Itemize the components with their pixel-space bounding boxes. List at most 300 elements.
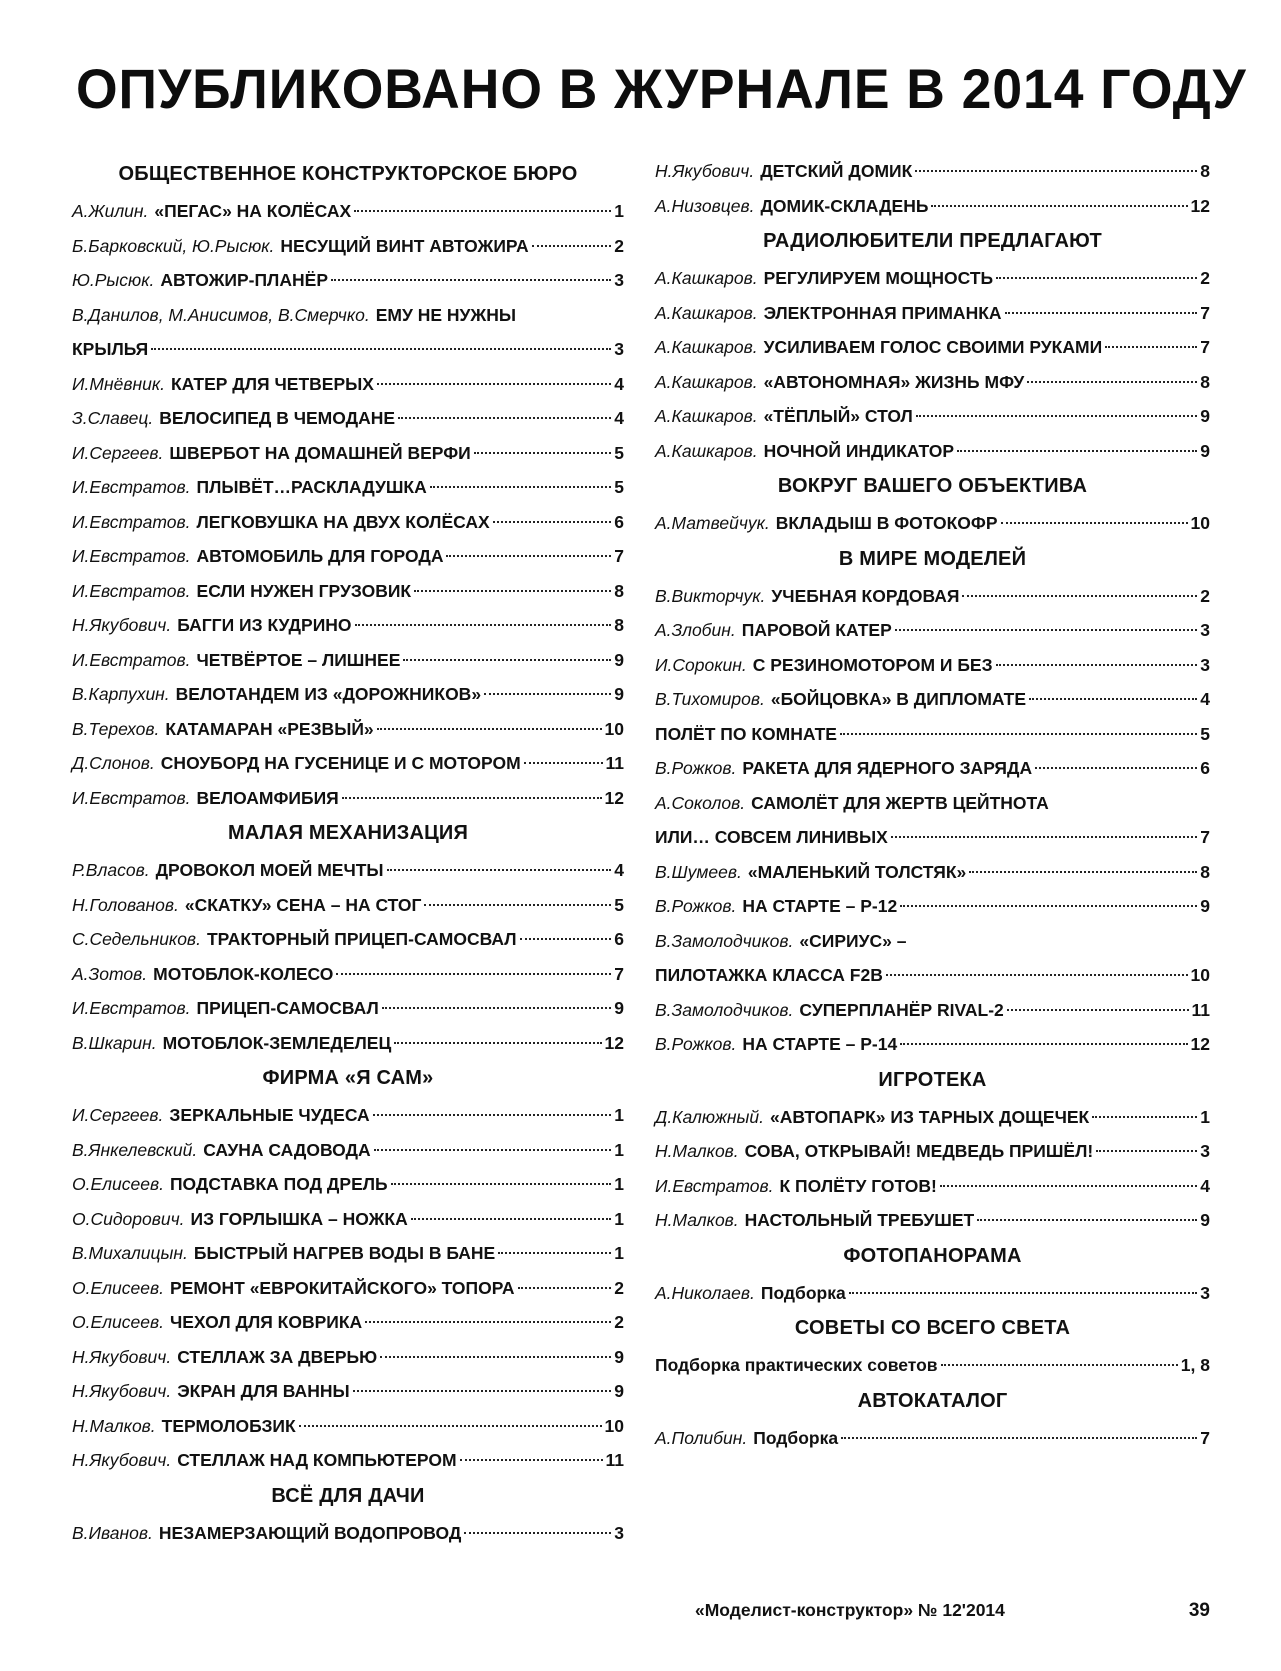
entry-title: РЕМОНТ «ЕВРОКИТАЙСКОГО» ТОПОРА (169, 1277, 515, 1298)
toc-entry (655, 434, 1210, 469)
entry-author: В.Замолодчиков. (655, 930, 794, 951)
entry-page: 1 (1200, 1106, 1210, 1127)
entry-title: КАТЕР ДЛЯ ЧЕТВЕРЫХ (170, 373, 374, 394)
toc-entry (655, 958, 1210, 993)
entry-page: 1 (614, 1105, 624, 1125)
section-heading: ВОКРУГ ВАШЕГО ОБЪЕКТИВА (777, 475, 1088, 497)
entry-title: АВТОЖИР-ПЛАНЁР (160, 270, 328, 290)
toc-entry (655, 855, 1210, 890)
toc-entry (655, 1100, 1210, 1135)
entry-page: 9 (614, 1381, 624, 1401)
dot-leader (1105, 346, 1197, 348)
dot-leader (299, 1425, 602, 1427)
dot-leader (900, 1043, 1187, 1045)
entry-title: ЭКРАН ДЛЯ ВАННЫ (177, 1381, 350, 1401)
entry-title: НА СТАРТЕ – Р-12 (742, 896, 898, 916)
entry-author: И.Мнёвник. (72, 373, 165, 394)
entry-title: СТЕЛЛАЖ ЗА ДВЕРЬЮ (177, 1346, 378, 1367)
entry-title: ВЕЛОТАНДЕМ ИЗ «ДОРОЖНИКОВ» (175, 684, 482, 704)
dot-leader (900, 905, 1197, 907)
toc-entry (72, 922, 624, 957)
entry-page: 9 (1200, 1210, 1210, 1230)
entry-title: БЫСТРЫЙ НАГРЕВ ВОДЫ В БАНЕ (193, 1243, 496, 1263)
entry-author: В.Шкарин. (72, 1032, 157, 1053)
toc-entry (655, 1027, 1210, 1062)
entry-title: ТЕРМОЛОБЗИК (161, 1415, 296, 1436)
entry-title: ЧЕХОЛ ДЛЯ КОВРИКА (169, 1312, 363, 1332)
dot-leader (353, 1390, 612, 1392)
entry-page: 5 (1200, 723, 1210, 744)
dot-leader (382, 1007, 611, 1009)
entry-page: 7 (1200, 1427, 1210, 1448)
entry-title: РЕГУЛИРУЕМ МОЩНОСТЬ (763, 268, 994, 288)
section-heading: ИГРОТЕКА (878, 1068, 987, 1091)
dot-leader (151, 348, 611, 350)
entry-title: ДЕТСКИЙ ДОМИК (760, 161, 913, 181)
dot-leader (430, 486, 612, 488)
entry-page: 7 (614, 963, 624, 984)
toc-entry (72, 991, 624, 1026)
entry-page: 1 (614, 201, 624, 221)
toc-entry (72, 229, 624, 264)
dot-leader (532, 245, 612, 247)
entry-page: 11 (605, 753, 624, 773)
dot-leader (518, 1287, 612, 1289)
toc-entry (655, 924, 1210, 959)
dot-leader (1001, 522, 1188, 524)
dot-leader (1005, 312, 1198, 314)
entry-page: 9 (614, 649, 624, 670)
dot-leader (446, 555, 611, 557)
dot-leader (996, 277, 1197, 279)
entry-page: 10 (604, 718, 624, 739)
entry-title: ШВЕРБОТ НА ДОМАШНЕЙ ВЕРФИ (169, 442, 471, 463)
entry-page: 10 (604, 1415, 624, 1436)
toc-entry (72, 957, 624, 992)
entry-page: 4 (614, 408, 624, 428)
entry-page: 5 (614, 442, 624, 463)
entry-page: 11 (605, 1450, 624, 1470)
toc-entry (72, 505, 624, 540)
entry-author: Н.Якубович. (72, 1346, 172, 1367)
entry-title: «ПЕГАС» НА КОЛЁСАХ (154, 201, 352, 221)
entry-author: А.Соколов. (655, 792, 746, 813)
dot-leader (380, 1356, 611, 1358)
entry-author: Б.Барковский, Ю.Рысюк. (72, 235, 275, 256)
entry-page: 3 (1200, 654, 1210, 675)
entry-author: И.Евстратов. (655, 1175, 774, 1196)
toc-entry (72, 1098, 624, 1133)
entry-title: САУНА САДОВОДА (203, 1139, 371, 1160)
entry-title: «АВТОПАРК» ИЗ ТАРНЫХ ДОЩЕЧЕК (770, 1106, 1090, 1127)
entry-author: А.Кашкаров. (655, 440, 758, 461)
toc-entry (72, 1409, 624, 1444)
entry-title: ВЕЛОАМФИБИЯ (196, 787, 339, 808)
toc-entry (72, 367, 624, 402)
dot-leader (895, 629, 1198, 631)
entry-title: ПОДСТАВКА ПОД ДРЕЛЬ (169, 1174, 388, 1194)
entry-page: 12 (1190, 195, 1210, 216)
toc-entry (655, 993, 1210, 1028)
dot-leader (354, 210, 611, 212)
dot-leader (394, 1042, 601, 1044)
dot-leader (1007, 1009, 1189, 1011)
entry-title: Подборка практических советов (655, 1355, 938, 1375)
dot-leader (391, 1183, 612, 1185)
dot-leader (474, 452, 612, 454)
toc-entry (655, 682, 1210, 717)
toc-entry (655, 261, 1210, 296)
entry-author: О.Сидорович. (72, 1208, 185, 1229)
magazine-issue: «Моделист-конструктор» № 12'2014 (695, 1600, 1005, 1620)
entry-author: Н.Голованов. (72, 894, 179, 915)
section-heading: СОВЕТЫ СО ВСЕГО СВЕТА (794, 1317, 1071, 1339)
dot-leader (957, 450, 1197, 452)
dot-leader (891, 836, 1197, 838)
entry-page: 9 (1200, 896, 1210, 916)
entry-author: И.Сергеев. (72, 1105, 164, 1125)
section-heading: МАЛАЯ МЕХАНИЗАЦИЯ (227, 822, 469, 844)
entry-page: 7 (614, 546, 624, 566)
entry-author: В.Рожков. (655, 1034, 737, 1054)
entry-author: В.Данилов, М.Анисимов, В.Смерчко. (72, 304, 370, 325)
dot-leader (398, 417, 611, 419)
entry-page: 1 (614, 1208, 624, 1229)
toc-entry (72, 298, 624, 333)
entry-page: 3 (614, 1522, 624, 1543)
entry-author: В.Терехов. (72, 718, 160, 739)
toc-entry (655, 1169, 1210, 1204)
toc-entry (655, 399, 1210, 434)
entry-page: 6 (614, 511, 624, 532)
section-heading: ВСЁ ДЛЯ ДАЧИ (271, 1484, 425, 1507)
toc-entry (655, 506, 1210, 541)
dot-leader (940, 1185, 1197, 1187)
entry-page: 12 (604, 787, 624, 808)
entry-title: ПОЛЁТ ПО КОМНАТЕ (655, 723, 837, 744)
entry-page: 4 (614, 860, 624, 880)
dot-leader (387, 869, 612, 871)
entry-title: К ПОЛЁТУ ГОТОВ! (779, 1175, 937, 1196)
toc-entry (655, 889, 1210, 924)
entry-author: И.Евстратов. (72, 511, 191, 532)
entry-page: 5 (614, 894, 624, 915)
entry-page: 12 (1190, 1034, 1210, 1054)
entry-page: 2 (1200, 585, 1210, 606)
entry-author: Д.Слонов. (72, 753, 155, 773)
entry-title: СОВА, ОТКРЫВАЙ! МЕДВЕДЬ ПРИШЁЛ! (744, 1141, 1094, 1161)
entry-author: Н.Якубович. (72, 1450, 172, 1470)
entry-author: Д.Калюжный. (655, 1106, 765, 1127)
entry-title: АВТОМОБИЛЬ ДЛЯ ГОРОДА (196, 546, 444, 566)
entry-title: ЧЕТВЁРТОЕ – ЛИШНЕЕ (196, 649, 401, 670)
entry-title: НА СТАРТЕ – Р-14 (742, 1034, 898, 1054)
toc-entry (72, 1202, 624, 1237)
entry-title: ЕМУ НЕ НУЖНЫ (375, 304, 517, 325)
entry-title: ДРОВОКОЛ МОЕЙ МЕЧТЫ (155, 860, 384, 880)
entry-title: ВЕЛОСИПЕД В ЧЕМОДАНЕ (159, 408, 396, 428)
toc-entry (72, 1236, 624, 1271)
entry-page: 2 (614, 1277, 624, 1298)
dot-leader (1027, 381, 1197, 383)
section-heading: РАДИОЛЮБИТЕЛИ ПРЕДЛАГАЮТ (763, 230, 1102, 252)
entry-title: КРЫЛЬЯ (72, 339, 149, 359)
entry-title: УСИЛИВАЕМ ГОЛОС СВОИМИ РУКАМИ (763, 337, 1103, 357)
dot-leader (996, 664, 1198, 666)
dot-leader (941, 1364, 1178, 1366)
entry-page: 1 (614, 1139, 624, 1160)
dot-leader (1029, 698, 1197, 700)
entry-page: 6 (614, 929, 624, 949)
entry-title: МОТОБЛОК-КОЛЕСО (153, 963, 334, 984)
entry-page: 6 (1200, 758, 1210, 778)
entry-author: Ю.Рысюк. (72, 270, 155, 290)
entry-author: О.Елисеев. (72, 1174, 164, 1194)
entry-author: Р.Власов. (72, 860, 150, 880)
dot-leader (498, 1252, 611, 1254)
toc-entry (72, 1026, 624, 1061)
entry-author: В.Янкелевский. (72, 1139, 198, 1160)
entry-title: ПЛЫВЁТ…РАСКЛАДУШКА (196, 477, 427, 497)
entry-author: О.Елисеев. (72, 1312, 164, 1332)
dot-leader (520, 938, 612, 940)
entry-page: 2 (614, 1312, 624, 1332)
entry-title: КАТАМАРАН «РЕЗВЫЙ» (165, 718, 374, 739)
entry-page: 10 (1190, 513, 1210, 533)
entry-author: И.Сорокин. (655, 654, 747, 675)
entry-author: Н.Якубович. (72, 1381, 172, 1401)
entry-page: 3 (1200, 1141, 1210, 1161)
toc-entry (655, 717, 1210, 752)
entry-title: С РЕЗИНОМОТОРОМ И БЕЗ (752, 654, 993, 675)
entry-author: О.Елисеев. (72, 1277, 164, 1298)
dot-leader (962, 595, 1197, 597)
entry-author: И.Евстратов. (72, 998, 191, 1018)
dot-leader (916, 415, 1197, 417)
toc-entry (72, 643, 624, 678)
entry-page: 8 (614, 615, 624, 635)
toc-entry (72, 1340, 624, 1375)
dot-leader (464, 1532, 611, 1534)
dot-leader (424, 904, 611, 906)
entry-page: 7 (1200, 302, 1210, 323)
entry-title: СТЕЛЛАЖ НАД КОМПЬЮТЕРОМ (177, 1450, 457, 1470)
entry-page: 12 (604, 1032, 624, 1053)
entry-title: ПАРОВОЙ КАТЕР (741, 620, 892, 640)
dot-leader (969, 871, 1197, 873)
entry-author: В.Рожков. (655, 896, 737, 916)
entry-author: А.Кашкаров. (655, 337, 758, 357)
entry-page: 9 (614, 998, 624, 1018)
toc-entry (72, 1374, 624, 1409)
entry-author: И.Евстратов. (72, 546, 191, 566)
section-heading: В МИРЕ МОДЕЛЕЙ (838, 547, 1027, 570)
entry-author: В.Викторчук. (655, 585, 766, 606)
entry-page: 7 (1200, 337, 1210, 357)
entry-author: В.Карпухин. (72, 684, 170, 704)
toc-entry (72, 539, 624, 574)
entry-author: А.Полибин. (655, 1427, 748, 1448)
entry-title: ИЛИ… СОВСЕМ ЛИНИВЫХ (655, 827, 888, 847)
page-number: 39 (1188, 1600, 1210, 1621)
section-heading: ФИРМА «Я САМ» (262, 1067, 434, 1089)
toc-entry (72, 1271, 624, 1306)
toc-entry (655, 786, 1210, 821)
entry-author: И.Евстратов. (72, 787, 191, 808)
dot-leader (331, 279, 611, 281)
entry-page: 9 (614, 1346, 624, 1367)
entry-title: ВКЛАДЫШ В ФОТОКОФР (775, 513, 998, 533)
entry-author: Н.Малков. (655, 1141, 739, 1161)
dot-leader (524, 762, 603, 764)
entry-title: «БОЙЦОВКА» В ДИПЛОМАТЕ (770, 689, 1027, 709)
toc-entry (655, 1203, 1210, 1238)
toc-entry (72, 1443, 624, 1478)
entry-author: А.Николаев. (655, 1282, 755, 1303)
entry-author: А.Кашкаров. (655, 302, 758, 323)
entry-page: 8 (1200, 371, 1210, 392)
dot-leader (411, 1218, 612, 1220)
entry-author: А.Жилин. (72, 201, 149, 221)
entry-title: ЗЕРКАЛЬНЫЕ ЧУДЕСА (169, 1105, 370, 1125)
dot-leader (977, 1219, 1197, 1221)
toc-entry (72, 888, 624, 923)
toc-entry (72, 574, 624, 609)
entry-author: Н.Якубович. (655, 161, 755, 181)
toc-entry (72, 401, 624, 436)
entry-page: 1 (614, 1174, 624, 1194)
toc-entry (72, 746, 624, 781)
dot-leader (849, 1292, 1198, 1294)
left-column (72, 156, 624, 1550)
toc-entry (655, 330, 1210, 365)
toc-entry (655, 751, 1210, 786)
toc-entry (72, 470, 624, 505)
entry-author: В.Тихомиров. (655, 689, 765, 709)
entry-author: З.Славец. (72, 408, 154, 428)
entry-title: «ТЁПЛЫЙ» СТОЛ (763, 406, 913, 426)
entry-page: 4 (1200, 1175, 1210, 1196)
dot-leader (374, 1149, 612, 1151)
dot-leader (886, 974, 1188, 976)
entry-title: Подборка (760, 1282, 846, 1303)
entry-title: НЕЗАМЕРЗАЮЩИЙ ВОДОПРОВОД (158, 1522, 462, 1543)
section-heading: АВТОКАТАЛОГ (857, 1389, 1008, 1412)
toc-entry (72, 781, 624, 816)
dot-leader (355, 624, 612, 626)
dot-leader (484, 693, 611, 695)
entry-page: 7 (1200, 827, 1210, 847)
entry-title: «СИРИУС» – (799, 930, 907, 951)
toc-entry (655, 1276, 1210, 1311)
entry-page: 1, 8 (1180, 1355, 1210, 1375)
entry-title: Подборка (753, 1427, 839, 1448)
entry-author: В.Замолодчиков. (655, 999, 794, 1020)
toc-entry (72, 1305, 624, 1340)
toc-entry (655, 1421, 1210, 1456)
entry-title: САМОЛЁТ ДЛЯ ЖЕРТВ ЦЕЙТНОТА (751, 792, 1049, 813)
entry-page: 8 (1200, 161, 1210, 181)
entry-page: 11 (1191, 999, 1210, 1020)
entry-page: 8 (1200, 861, 1210, 882)
entry-page: 2 (1200, 268, 1210, 288)
dot-leader (841, 1437, 1197, 1439)
dot-leader (373, 1114, 612, 1116)
entry-author: А.Злобин. (655, 620, 736, 640)
entry-title: ЭЛЕКТРОННАЯ ПРИМАНКА (763, 302, 1002, 323)
entry-title: УЧЕБНАЯ КОРДОВАЯ (771, 585, 960, 606)
entry-author: А.Кашкаров. (655, 268, 758, 288)
entry-title: НОЧНОЙ ИНДИКАТОР (763, 440, 955, 461)
toc-entry (72, 436, 624, 471)
entry-page: 5 (614, 477, 624, 497)
entry-author: В.Михалицын. (72, 1243, 188, 1263)
entry-author: Н.Малков. (72, 1415, 156, 1436)
dot-leader (915, 170, 1197, 172)
entry-page: 3 (614, 270, 624, 290)
entry-title: РАКЕТА ДЛЯ ЯДЕРНОГО ЗАРЯДА (742, 758, 1033, 778)
entry-author: А.Зотов. (72, 963, 148, 984)
toc-entry (72, 712, 624, 747)
toc-entry (655, 1348, 1210, 1383)
entry-author: А.Матвейчук. (655, 513, 770, 533)
entry-title: ДОМИК-СКЛАДЕНЬ (760, 195, 929, 216)
dot-leader (377, 383, 611, 385)
toc-entry (72, 194, 624, 229)
dot-leader (931, 205, 1187, 207)
section-heading: ФОТОПАНОРАМА (843, 1244, 1022, 1267)
entry-author: В.Шумеев. (655, 861, 742, 882)
dot-leader (493, 521, 612, 523)
toc-entry (72, 1167, 624, 1202)
entry-author: И.Евстратов. (72, 649, 191, 670)
entry-author: А.Кашкаров. (655, 406, 758, 426)
toc-entry (72, 853, 624, 888)
entry-title: «МАЛЕНЬКИЙ ТОЛСТЯК» (747, 861, 967, 882)
toc-entry (655, 1134, 1210, 1169)
entry-page: 4 (614, 373, 624, 394)
toc-entry (655, 613, 1210, 648)
entry-title: ПИЛОТАЖКА КЛАССА F2B (655, 965, 883, 985)
entry-page: 3 (614, 339, 624, 359)
entry-title: «СКАТКУ» СЕНА – НА СТОГ (184, 894, 422, 915)
page-title: ОПУБЛИКОВАНО В ЖУРНАЛЕ В 2014 ГОДУ (76, 57, 1247, 120)
entry-page: 8 (614, 580, 624, 601)
entry-page: 3 (1200, 1282, 1210, 1303)
page-footer (655, 1600, 1210, 1630)
entry-title: ЛЕГКОВУШКА НА ДВУХ КОЛЁСАХ (196, 511, 490, 532)
toc-entry (655, 154, 1210, 189)
entry-title: ТРАКТОРНЫЙ ПРИЦЕП-САМОСВАЛ (206, 929, 517, 949)
entry-title: ЕСЛИ НУЖЕН ГРУЗОВИК (196, 580, 412, 601)
dot-leader (414, 590, 611, 592)
entry-title: БАГГИ ИЗ КУДРИНО (177, 615, 352, 635)
toc-entry (655, 189, 1210, 224)
dot-leader (336, 973, 611, 975)
dot-leader (1096, 1150, 1197, 1152)
entry-author: А.Низовцев. (655, 195, 755, 216)
toc-entry (655, 648, 1210, 683)
entry-author: И.Евстратов. (72, 477, 191, 497)
dot-leader (377, 728, 602, 730)
section-heading: ОБЩЕСТВЕННОЕ КОНСТРУКТОРСКОЕ БЮРО (118, 163, 578, 185)
toc-entry (72, 332, 624, 367)
entry-title: НЕСУЩИЙ ВИНТ АВТОЖИРА (280, 235, 529, 256)
entry-title: НАСТОЛЬНЫЙ ТРЕБУШЕТ (744, 1210, 975, 1230)
entry-page: 10 (1190, 965, 1210, 985)
entry-author: И.Сергеев. (72, 442, 164, 463)
entry-author: В.Иванов. (72, 1522, 153, 1543)
